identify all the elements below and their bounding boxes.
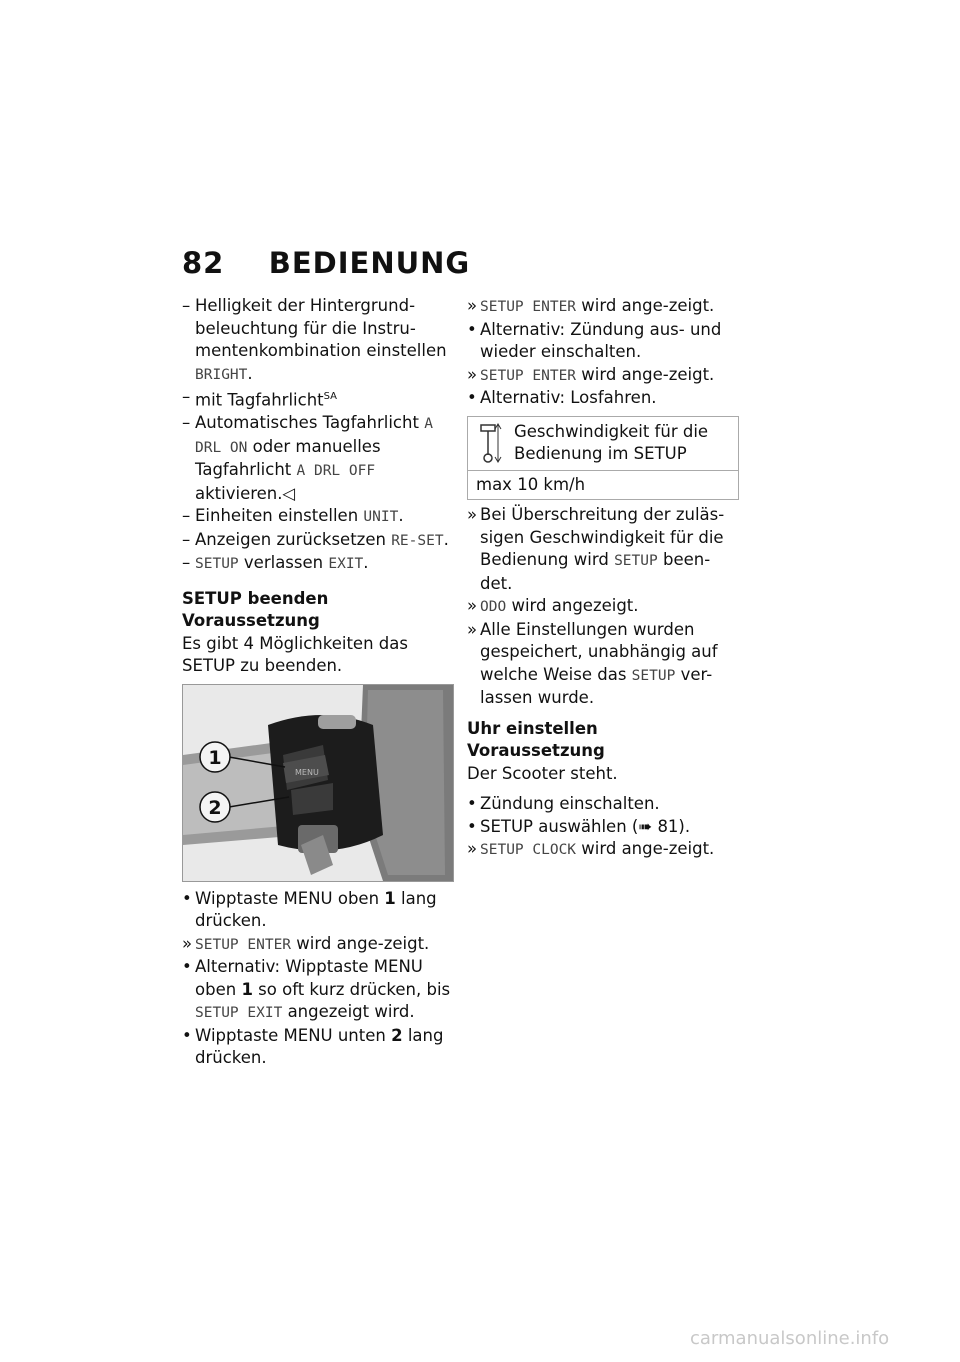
end-mark: ◁ [282,483,296,503]
list-item: – Automatisches Tagfahrlicht A DRL ON oder manuelles Tagfahrlicht A DRL OFF aktivieren.◁ [182,413,433,503]
page-header [182,246,470,280]
section-heading: SETUP beenden [182,588,329,608]
list-item: » SETUP ENTER wird ange-zeigt. [467,364,715,384]
prereq-heading: Voraussetzung [182,611,320,630]
figure-label-2: 2 [208,796,222,819]
prereq-text: Es gibt 4 Möglichkeiten das SETUP zu beenden. [182,633,408,675]
list-item: • Wipptaste MENU oben 1 lang drücken. [182,888,437,930]
list-item: • Alternativ: Losfahren. [467,388,657,407]
left-column [182,295,454,1070]
info-box-text: Geschwindigkeit für die Bedienung im SETUP [514,421,709,463]
list-item: – mit Tagfahrlicht$^{SA}$ [182,387,338,410]
list-item: » SETUP ENTER wird ange-zeigt. [467,296,715,315]
list-item: » SETUP CLOCK wird ange-zeigt. [467,839,715,858]
list-item: – Helligkeit der Hintergrund-beleuchtung für die Instru-mentenkombination einstellen BRIGHT. [182,296,447,383]
info-box [467,416,739,501]
list-item: • Alternativ: Wipptaste MENU oben 1 so oft kurz drücken, bis SETUP EXIT angezeigt wird. [182,957,451,1021]
info-box-value: max 10 km/h [468,470,738,500]
list-item: – Einheiten einstellen UNIT. [182,506,404,525]
list-item: » Bei Überschreitung der zuläs-sigen Geschwindigkeit für die Bedienung wird SETUP been-det. [467,505,725,593]
list-item: » ODO wird angezeigt. [467,596,639,615]
prereq-text: Der Scooter steht. [467,763,618,783]
page-title: BEDIENUNG [268,246,471,280]
watermark: carmanualsonline.info [690,1328,890,1349]
list-item: • SETUP auswählen (➠ 81). [467,816,691,836]
figure-menu-label: MENU [295,767,319,777]
speed-limit-icon [476,421,504,465]
list-item: » SETUP ENTER wird ange-zeigt. [182,933,430,953]
handlebar-switch-photo [182,684,454,882]
right-column [467,295,739,862]
list-item: • Zündung einschalten. [467,794,660,813]
prereq-heading: Voraussetzung [467,741,605,760]
list-item: » Alle Einstellungen wurden gespeichert, unabhängig auf welche Weise das SETUP ver-lassen wurde. [467,619,718,707]
list-item: – SETUP verlassen EXIT. [182,553,369,572]
list-item: • Wipptaste MENU unten 2 lang drücken. [182,1025,444,1067]
page-reference-link[interactable]: 81). [657,816,691,836]
list-item: • Alternativ: Zündung aus- und wieder einschalten. [467,319,722,361]
page-reference-arrow-icon[interactable]: ➠ [638,816,653,836]
figure-label-1: 1 [208,746,222,769]
list-item: – Anzeigen zurücksetzen RE-SET. [182,529,449,549]
section-heading: Uhr einstellen [467,718,598,738]
page-number: 82 [182,246,225,280]
